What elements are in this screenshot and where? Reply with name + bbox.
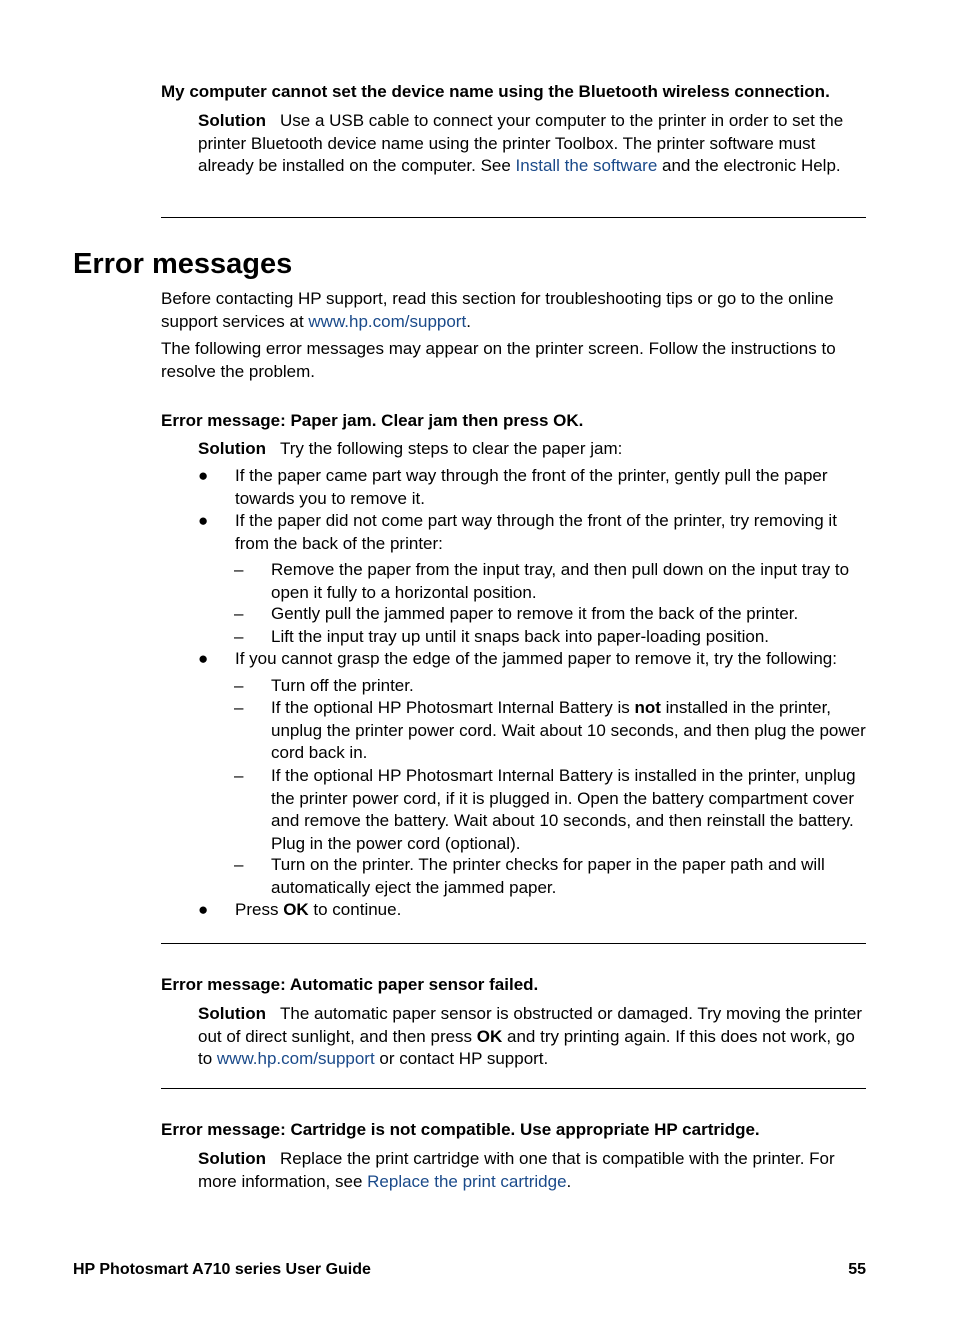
bluetooth-solution-text-end: and the electronic Help. [657,156,841,175]
bluetooth-question-title: My computer cannot set the device name using the Bluetooth wireless connection. [161,82,830,101]
bullet-icon: ● [198,900,209,919]
list-item-text: to continue. [308,900,402,919]
list-item-text: If the optional HP Photosmart Internal Battery is [271,698,635,717]
intro-text-end: . [466,311,471,331]
cartridge-solution-text: Replace the print cartridge with one that is compatible with the printer. For more information, see [198,1149,835,1191]
solution-label: Solution [198,439,266,458]
list-item: Turn off the printer. [271,676,414,695]
list-item: Gently pull the jammed paper to remove it from the back of the printer. [271,604,799,623]
intro-paragraph-2: The following error messages may appear on the printer screen. Follow the instructions to resolve the problem. [161,339,836,381]
bullet-icon: ● [198,466,209,485]
sensor-solution [198,1003,866,1071]
bluetooth-solution [198,110,866,178]
divider [161,217,866,218]
emphasis-text: not [634,698,661,717]
intro-paragraph-1 [161,288,866,333]
list-item-text: Press [235,900,284,919]
dash-icon: – [234,676,244,695]
list-item: Lift the input tray up until it snaps back into paper-loading position. [271,627,770,646]
intro-text: Before contacting HP support, read this section for troubleshooting tips or go to the online support services at [161,289,834,331]
hp-support-link[interactable]: www.hp.com/support [308,311,467,331]
emphasis-text: OK [476,1026,503,1046]
cartridge-solution-text-end: . [566,1171,572,1191]
bluetooth-solution-text: Use a USB cable to connect your computer to the printer in order to set the printer Bluetooth device name using the printer Toolbox. The printer software must already be installed on the computer. See [198,111,844,175]
install-software-link[interactable]: Install the software [515,156,658,175]
paper-jam-solution-text: Try the following steps to clear the paper jam: [279,439,623,458]
dash-icon: – [234,627,244,646]
dash-icon: – [234,855,244,874]
bullet-icon: ● [198,649,209,668]
emphasis-text: OK [283,900,309,919]
list-item: If the paper did not come part way through the front of the printer, try removing it from the back of the printer: [235,511,837,553]
divider [161,1088,866,1089]
solution-label: Solution [198,111,266,130]
divider [161,943,866,944]
section-title: Error messages [73,248,293,280]
cartridge-title: Error message: Cartridge is not compatible. Use appropriate HP cartridge. [161,1120,760,1139]
sensor-solution-text: and try printing again. If this does not work, go to [198,1026,855,1068]
dash-icon: – [234,698,244,717]
list-item: Remove the paper from the input tray, and then pull down on the input tray to open it fully to a horizontal position. [271,560,850,602]
solution-label: Solution [198,1004,266,1023]
list-item: If the optional HP Photosmart Internal Battery is installed in the printer, unplug the printer power cord, if it is plugged in. Open the battery compartment cover and remove the battery. Wait about 10 seconds, and then reinstall the battery. Plug in the power cord (optional). [271,766,856,853]
page-number: 55 [848,1261,866,1278]
hp-support-link[interactable]: www.hp.com/support [216,1049,375,1068]
footer-guide-title: HP Photosmart A710 series User Guide [73,1261,371,1278]
dash-icon: – [234,766,244,785]
dash-icon: – [234,604,244,623]
list-item: If you cannot grasp the edge of the jammed paper to remove it, try the following: [235,649,837,668]
replace-cartridge-link[interactable]: Replace the print cartridge [367,1171,567,1191]
cartridge-solution [198,1148,866,1193]
list-item: If the paper came part way through the front of the printer, gently pull the paper towards you to remove it. [235,466,828,508]
list-item: Turn on the printer. The printer checks for paper in the paper path and will automatically eject the jammed paper. [271,855,825,897]
dash-icon: – [234,560,244,579]
list-item [235,899,867,922]
solution-label: Solution [198,1149,266,1168]
bullet-icon: ● [198,511,209,530]
paper-jam-solution [198,438,866,461]
list-item [271,697,867,765]
list-item-text: installed in the printer, unplug the printer power cord. Wait about 10 seconds, and then plug the power cord back in. [271,698,866,762]
sensor-solution-text: The automatic paper sensor is obstructed or damaged. Try moving the printer out of direct sunlight, and then press [198,1004,863,1046]
sensor-title: Error message: Automatic paper sensor failed. [161,975,539,994]
sensor-solution-text-end: or contact HP support. [374,1049,549,1068]
paper-jam-title: Error message: Paper jam. Clear jam then press OK. [161,411,584,430]
